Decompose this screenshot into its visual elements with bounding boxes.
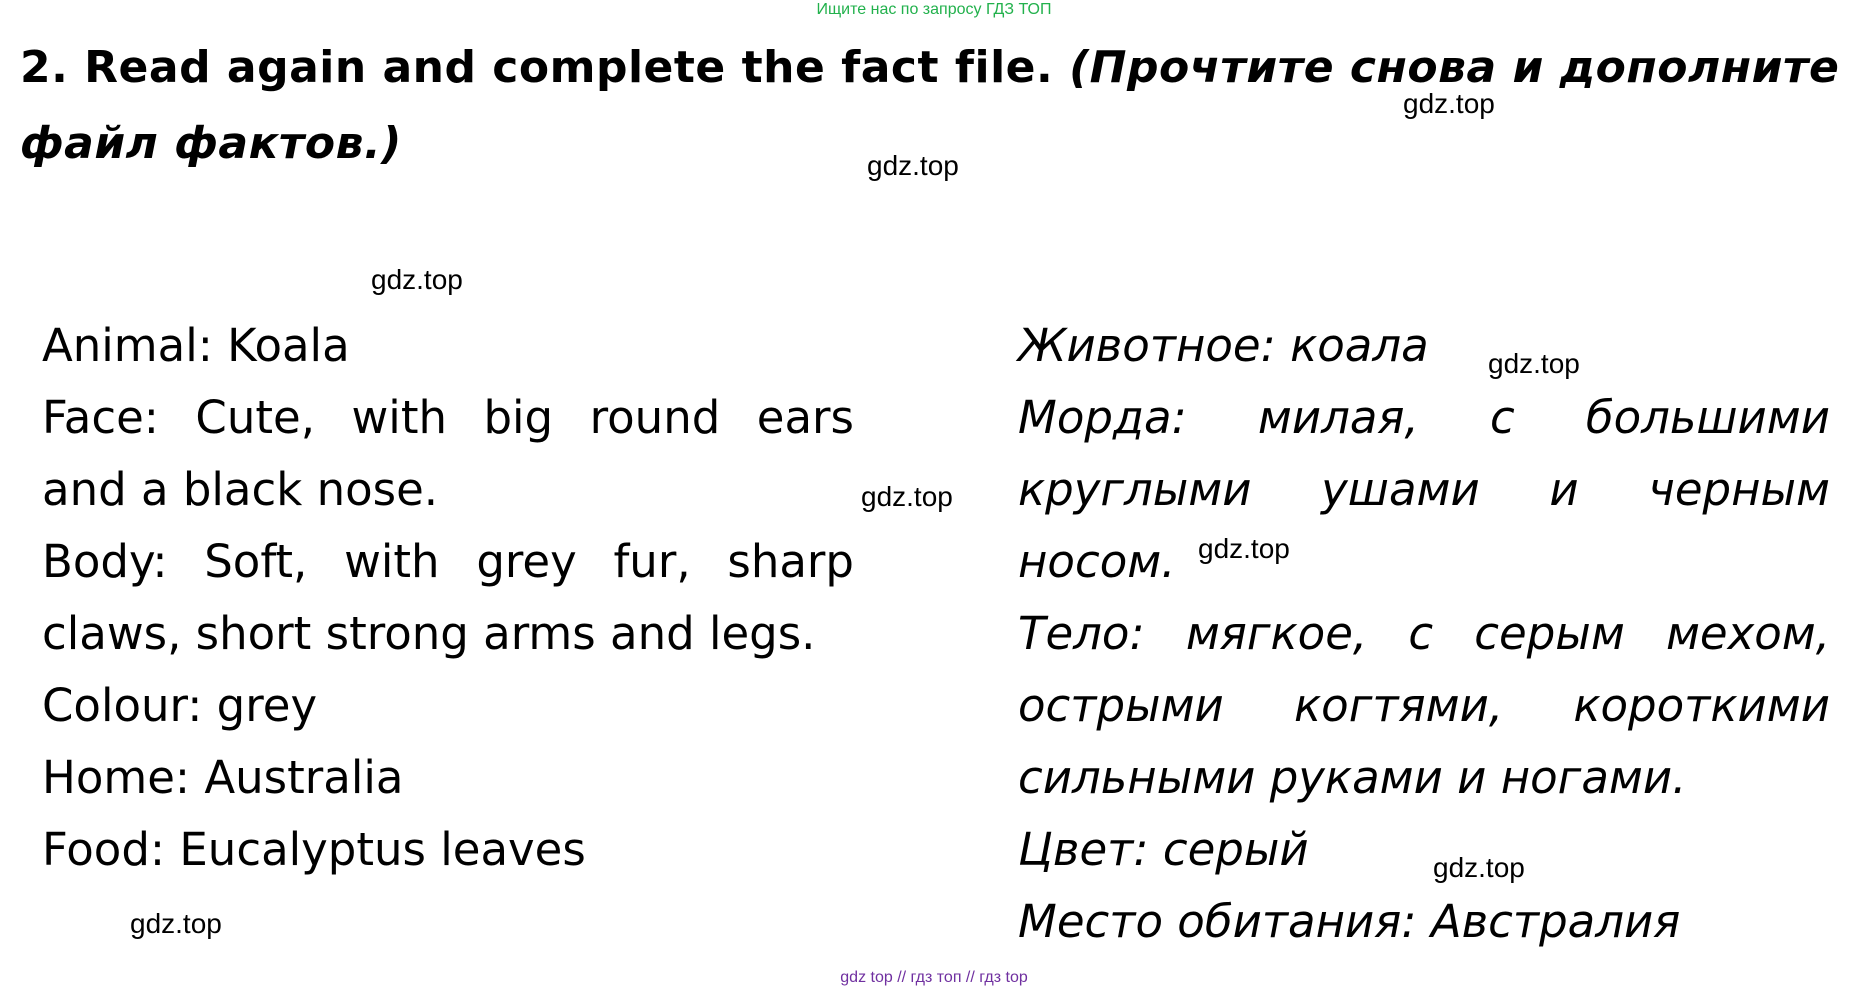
watermark: gdz.top [1433, 852, 1525, 883]
fact-line: Место обитания: Австралия [1018, 895, 1681, 948]
fact-line: Home: Australia [42, 751, 404, 804]
fact-file-russian [1018, 310, 1830, 958]
heading-english: 2. Read again and complete the fact file. [20, 42, 1054, 93]
fact-line: Тело: мягкое, с серым мехом, [1018, 607, 1830, 660]
fact-file-english [42, 310, 854, 886]
watermark: gdz.top [1403, 88, 1495, 119]
fact-line: Animal: Koala [42, 319, 350, 372]
fact-line: круглыми ушами и черным [1018, 463, 1830, 516]
heading-russian: (Прочтите снова и дополните файл фактов.) [20, 42, 1840, 169]
header-note: Ищите нас по запросу ГДЗ ТОП [816, 1, 1052, 18]
fact-line: сильными руками и ногами. [1018, 751, 1687, 804]
fact-line: Food: Eucalyptus leaves [42, 823, 586, 876]
watermark: gdz.top [1198, 533, 1290, 564]
watermark: gdz.top [1488, 348, 1580, 379]
fact-line: острыми когтями, короткими [1018, 679, 1830, 732]
watermark: gdz.top [371, 264, 463, 295]
fact-line: claws, short strong arms and legs. [42, 607, 816, 660]
footer-note: gdz top // гдз топ // гдз top [840, 969, 1028, 986]
fact-line: Цвет: серый [1018, 823, 1309, 876]
watermark: gdz.top [867, 150, 959, 181]
fact-line: Body: Soft, with grey fur, sharp [42, 535, 854, 588]
fact-line: Colour: grey [42, 679, 318, 732]
fact-line: and a black nose. [42, 463, 439, 516]
fact-line: Животное: коала [1018, 319, 1429, 372]
fact-line: Face: Cute, with big round ears [42, 391, 854, 444]
watermark: gdz.top [130, 908, 222, 939]
fact-line: Морда: милая, с большими [1018, 391, 1830, 444]
fact-line: носом. [1018, 535, 1176, 588]
watermark: gdz.top [861, 481, 953, 512]
